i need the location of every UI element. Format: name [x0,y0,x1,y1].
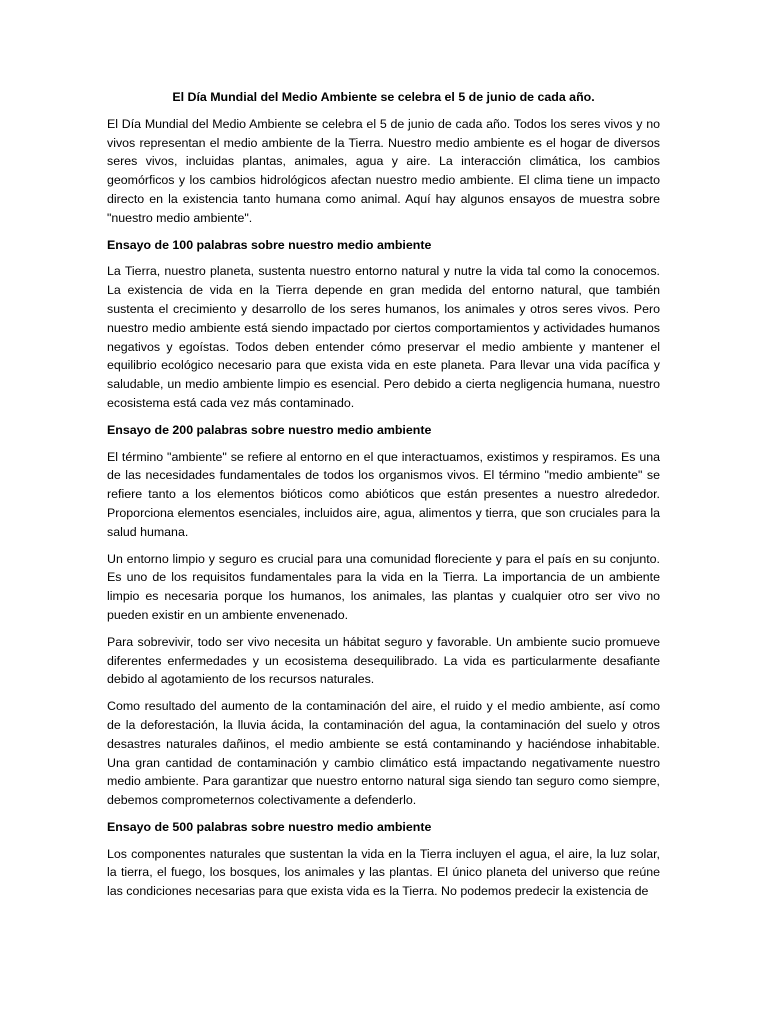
section-paragraph: Un entorno limpio y seguro es crucial para una comunidad floreciente y para el país en su conjunto. Es uno de los requisitos fundamentales para la vida en la Tierra. La importancia de un ambiente limpio es necesaria porque los humanos, los animales, las plantas y cualquier otro ser vivo no pueden existir en un ambiente envenenado. [107,551,660,622]
section-paragraph: La Tierra, nuestro planeta, sustenta nuestro entorno natural y nutre la vida tal como la conocemos. La existencia de vida en la Tierra depende en gran medida del entorno natural, que también sustenta el crecimiento y desarrollo de los seres humanos, los animales y otros seres vivos. Pero nuestro medio ambiente está siendo impactado por ciertos comportamientos y actividades humanos negativos y egoístas. Todos deben entender cómo preservar el medio ambiente y mantener el equilibrio ecológico necesario para que exista vida en este planeta. Para llevar una vida pacífica y saludable, un medio ambiente limpio es esencial. Pero debido a cierta negligencia humana, nuestro ecosistema está cada vez más contaminado. [107,264,660,410]
section-heading: Ensayo de 100 palabras sobre nuestro medio ambiente [107,237,432,252]
essay-section-100 [107,236,660,413]
essay-section-200 [107,421,660,810]
essay-section-500 [107,818,660,901]
document-title: El Día Mundial del Medio Ambiente se celebra el 5 de junio de cada año. [172,90,595,104]
section-heading: Ensayo de 200 palabras sobre nuestro medio ambiente [107,422,432,437]
section-paragraph: Para sobrevivir, todo ser vivo necesita un hábitat seguro y favorable. Un ambiente sucio promueve diferentes enfermedades y un ecosistema desequilibrado. La vida es particularmente desafiante debido al agotamiento de los recursos naturales. [107,634,660,687]
section-heading: Ensayo de 500 palabras sobre nuestro medio ambiente [107,819,432,834]
section-paragraph: El término "ambiente" se refiere al entorno en el que interactuamos, existimos y respiramos. Es una de las necesidades fundamentales de todos los organismos vivos. El término "medio ambiente" se refiere tanto a los elementos bióticos como abióticos que están presentes a nuestro alrededor. Proporciona elementos esenciales, incluidos aire, agua, alimentos y tierra, que son cruciales para la salud humana. [107,449,660,539]
document-page [107,88,660,909]
section-paragraph: Como resultado del aumento de la contaminación del aire, el ruido y el medio ambiente, así como de la deforestación, la lluvia ácida, la contaminación del agua, la contaminación del suelo y otros desastres naturales dañinos, el medio ambiente se está contaminando y haciéndose inhabitable. Una gran cantidad de contaminación y cambio climático está impactando negativamente nuestro medio ambiente. Para garantizar que nuestro entorno natural siga siendo tan seguro como siempre, debemos comprometernos colectivamente a defenderlo. [107,699,660,808]
intro-paragraph: El Día Mundial del Medio Ambiente se celebra el 5 de junio de cada año. Todos los seres vivos y no vivos representan el medio ambiente de la Tierra. Nuestro medio ambiente es el hogar de diversos seres vivos, incluidas plantas, animales, agua y aire. La interacción climática, los cambios geomórficos y los cambios hidrológicos afectan nuestro medio ambiente. El clima tiene un impacto directo en la existencia tanto humana como animal. Aquí hay algunos ensayos de muestra sobre "nuestro medio ambiente". [107,116,660,225]
section-paragraph: Los componentes naturales que sustentan la vida en la Tierra incluyen el agua, el aire, la luz solar, la tierra, el fuego, los bosques, los animales y las plantas. El único planeta del universo que reúne las condiciones necesarias para que exista vida es la Tierra. No podemos predecir la existencia de [107,846,660,899]
